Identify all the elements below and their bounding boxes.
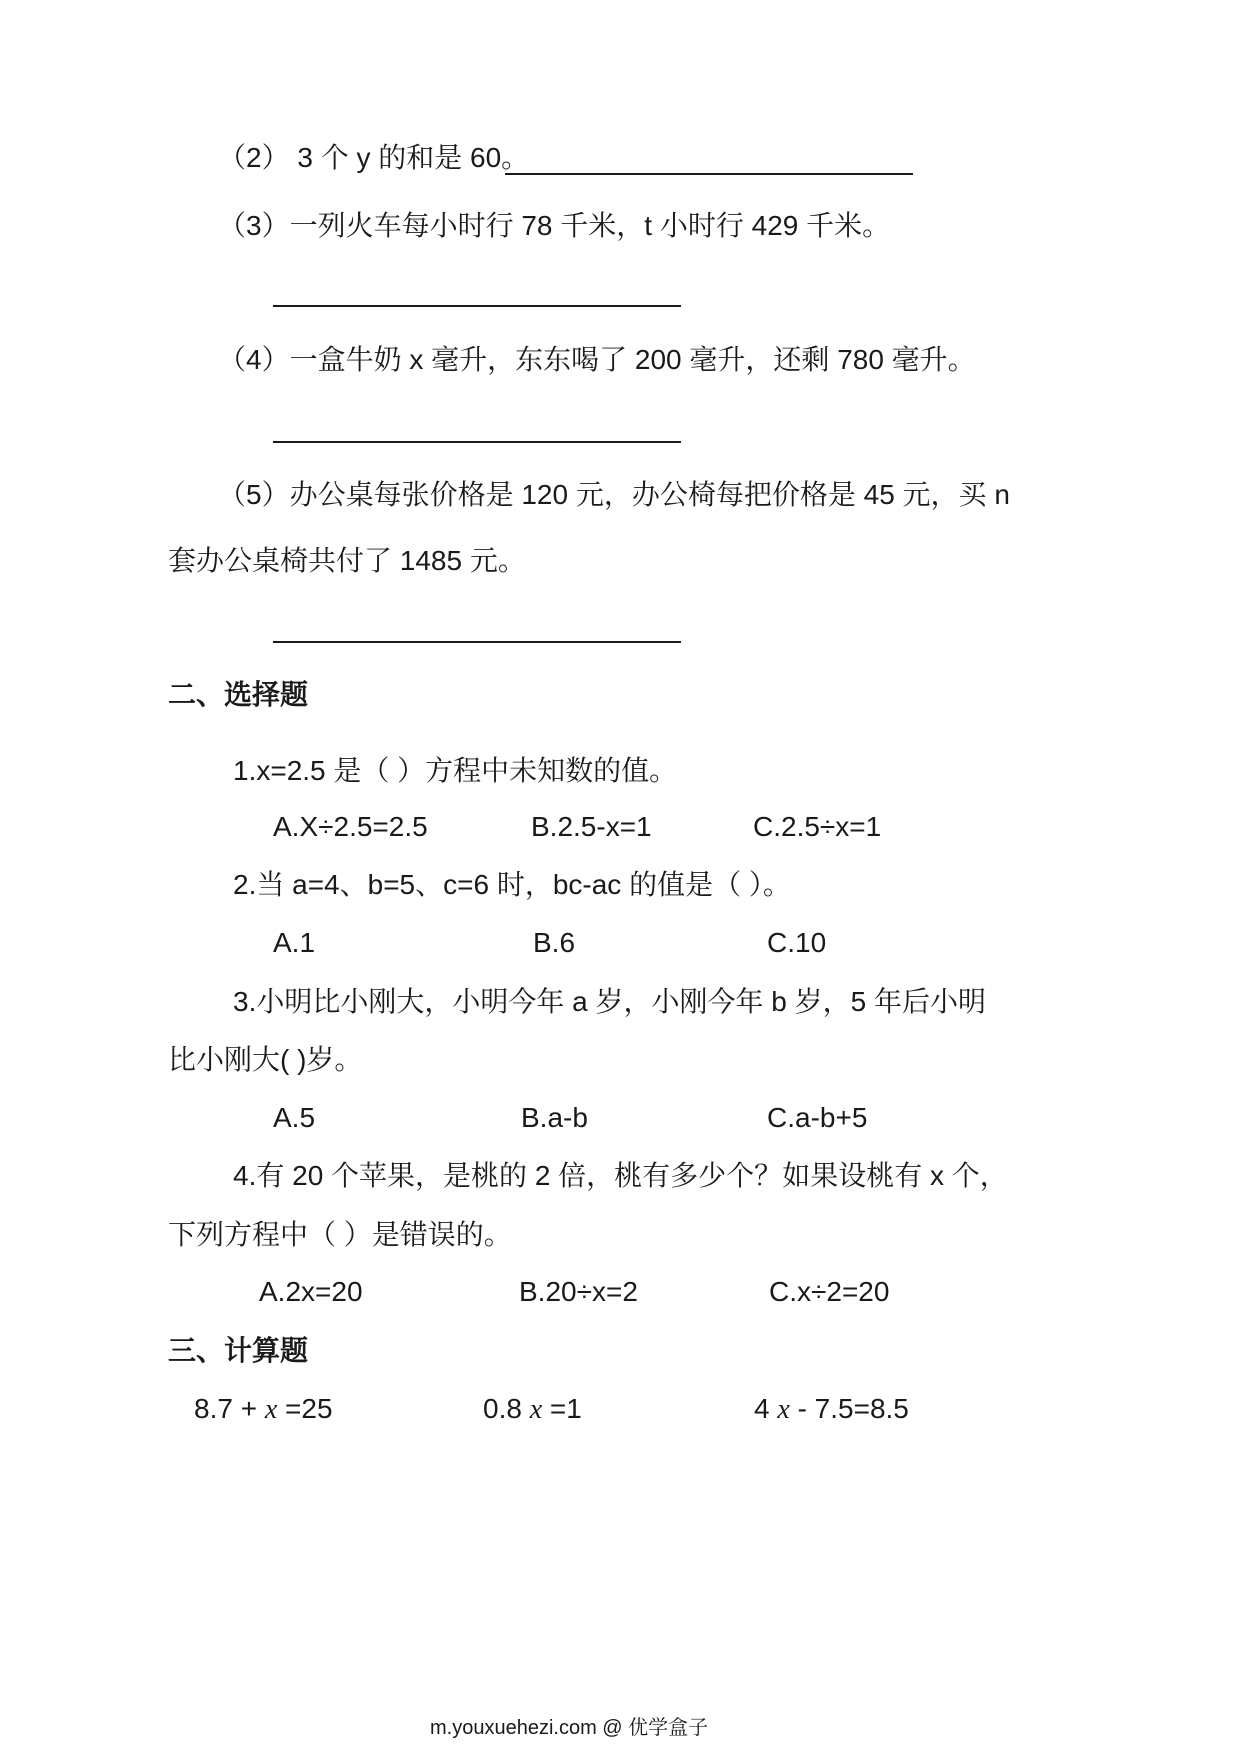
question-5-line1: （5）办公桌每张价格是 120 元，办公椅每把价格是 45 元，买 n xyxy=(218,479,1010,510)
section-heading-calculation: 三、计算题 xyxy=(168,1335,309,1366)
equation-2-left: 0.8 xyxy=(483,1393,530,1424)
choice-q4-option-b[interactable]: B.20÷x=2 xyxy=(519,1276,638,1307)
choice-q1-option-a[interactable]: A.X÷2.5=2.5 xyxy=(273,811,428,842)
choice-q1-stem: 1.x=2.5 是（ ）方程中未知数的值。 xyxy=(233,755,678,786)
choice-q2-option-c[interactable]: C.10 xyxy=(767,927,827,958)
choice-q3-option-b[interactable]: B.a-b xyxy=(521,1102,588,1133)
choice-q1-option-b[interactable]: B.2.5-x=1 xyxy=(531,811,652,842)
equation-1 xyxy=(194,1395,333,1424)
equation-1-variable: x xyxy=(264,1394,278,1425)
question-5-line2: 套办公桌椅共付了 1485 元。 xyxy=(168,545,526,576)
choice-q1-option-c[interactable]: C.2.5÷x=1 xyxy=(753,811,882,842)
answer-line-3[interactable] xyxy=(273,305,681,307)
question-3: （3）一列火车每小时行 78 千米，t 小时行 429 千米。 xyxy=(218,210,891,241)
equation-2 xyxy=(483,1395,582,1424)
equation-3 xyxy=(754,1395,909,1424)
choice-q3-option-a[interactable]: A.5 xyxy=(273,1102,316,1133)
question-2: （2） 3 个 y 的和是 60。 xyxy=(218,142,530,173)
answer-line-2[interactable] xyxy=(505,173,913,175)
equation-3-variable: x xyxy=(777,1394,790,1425)
equation-1-left: 8.7 + xyxy=(194,1393,265,1424)
choice-q4-option-a[interactable]: A.2x=20 xyxy=(259,1276,363,1307)
choice-q4-stem-line2: 下列方程中（ ）是错误的。 xyxy=(168,1219,512,1250)
choice-q4-option-c[interactable]: C.x÷2=20 xyxy=(769,1276,890,1307)
choice-q2-stem: 2.当 a=4、b=5、c=6 时，bc-ac 的值是（ ）。 xyxy=(233,869,791,900)
equation-3-left: 4 xyxy=(754,1393,778,1424)
section-heading-choice: 二、选择题 xyxy=(168,679,309,710)
footer-watermark: m.youxuehezi.com @ 优学盒子 xyxy=(430,1717,709,1739)
choice-q3-stem-line2: 比小刚大( )岁。 xyxy=(168,1044,363,1075)
question-4: （4）一盒牛奶 x 毫升，东东喝了 200 毫升，还剩 780 毫升。 xyxy=(218,344,976,375)
answer-line-4[interactable] xyxy=(273,441,681,443)
choice-q2-option-b[interactable]: B.6 xyxy=(533,927,576,958)
equation-1-right: =25 xyxy=(277,1393,333,1424)
choice-q4-stem-line1: 4.有 20 个苹果，是桃的 2 倍，桃有多少个？如果设桃有 x 个， xyxy=(233,1160,1008,1191)
choice-q3-option-c[interactable]: C.a-b+5 xyxy=(767,1102,868,1133)
choice-q2-option-a[interactable]: A.1 xyxy=(273,927,316,958)
equation-2-variable: x xyxy=(529,1394,543,1425)
choice-q3-stem-line1: 3.小明比小刚大，小明今年 a 岁，小刚今年 b 岁，5 年后小明 xyxy=(233,986,986,1017)
equation-3-right: - 7.5=8.5 xyxy=(789,1393,909,1424)
equation-2-right: =1 xyxy=(542,1393,582,1424)
answer-line-5[interactable] xyxy=(273,641,681,643)
